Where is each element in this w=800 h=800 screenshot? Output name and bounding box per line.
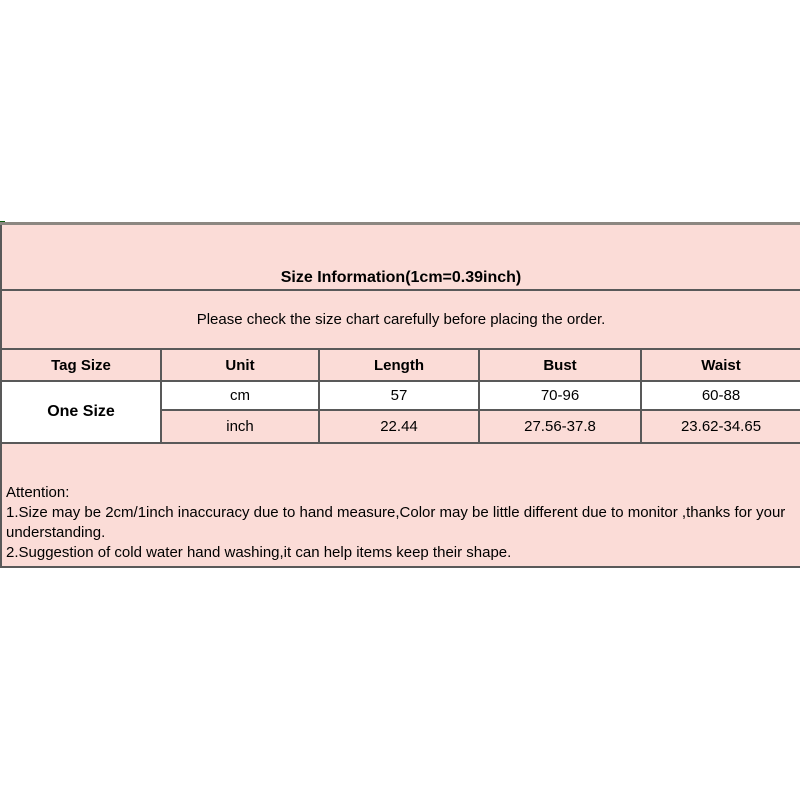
attention-heading: Attention: bbox=[6, 484, 70, 501]
header-length: Length bbox=[319, 349, 479, 381]
cell-unit-inch: inch bbox=[161, 410, 319, 443]
cell-length-cm: 57 bbox=[319, 381, 479, 410]
size-chart-table bbox=[0, 222, 800, 568]
subtitle-row bbox=[1, 290, 800, 349]
header-tag-size: Tag Size bbox=[1, 349, 161, 381]
header-waist: Waist bbox=[641, 349, 800, 381]
cell-unit-cm: cm bbox=[161, 381, 319, 410]
attention-line-2: 2.Suggestion of cold water hand washing,it can help items keep their shape. bbox=[6, 544, 512, 561]
title-row bbox=[1, 224, 800, 291]
table-subtitle: Please check the size chart carefully before placing the order. bbox=[1, 290, 800, 349]
header-bust: Bust bbox=[479, 349, 641, 381]
table-row-cm bbox=[1, 381, 800, 410]
column-header-row bbox=[1, 349, 800, 381]
attention-line-1: 1.Size may be 2cm/1inch inaccuracy due to hand measure,Color may be little different due to monitor ,thanks for your understanding. bbox=[6, 504, 786, 541]
attention-cell bbox=[1, 443, 800, 567]
cell-tag-size-value: One Size bbox=[1, 381, 161, 443]
cell-length-inch: 22.44 bbox=[319, 410, 479, 443]
table-title: Size Information(1cm=0.39inch) bbox=[1, 224, 800, 291]
cell-bust-inch: 27.56-37.8 bbox=[479, 410, 641, 443]
cell-waist-cm: 60-88 bbox=[641, 381, 800, 410]
attention-row bbox=[1, 443, 800, 567]
cell-bust-cm: 70-96 bbox=[479, 381, 641, 410]
cell-waist-inch: 23.62-34.65 bbox=[641, 410, 800, 443]
header-unit: Unit bbox=[161, 349, 319, 381]
